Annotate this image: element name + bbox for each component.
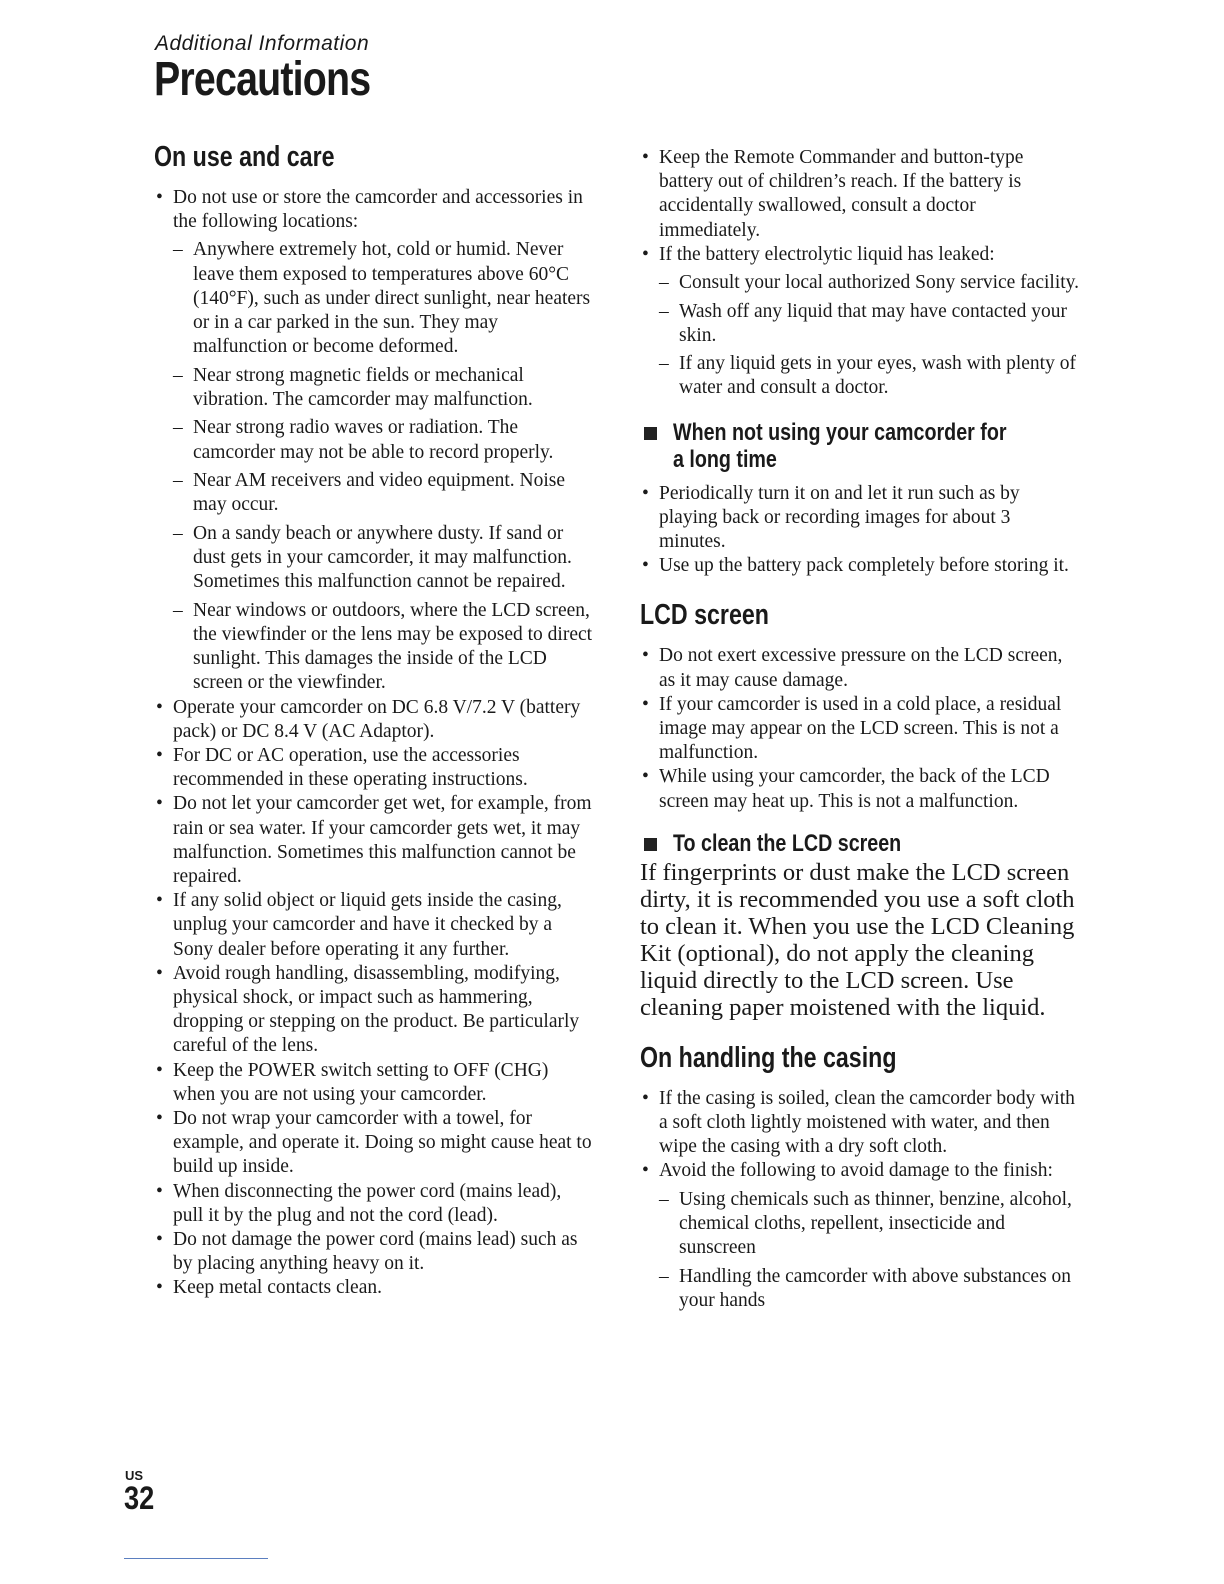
page-number: 32 — [124, 1480, 155, 1516]
location-sublist — [173, 238, 594, 695]
leak-sublist — [659, 271, 1080, 401]
sub-item: – Anywhere extremely hot, cold or humid. Never leave them exposed to temperatures above 60°C (140°F), such as under direct sunlight, near heaters or in a car parked in the sun. They may malfunction or become deformed. — [173, 238, 594, 359]
list-item: • Avoid rough handling, disassembling, modifying, physical shock, or impact such as hammering, dropping or stepping on the product. Be particularly careful of the lens. — [154, 962, 594, 1059]
heading-use-and-care: On use and care — [154, 141, 335, 173]
list-item: • Keep metal contacts clean. — [154, 1276, 594, 1300]
sub-item: – Consult your local authorized Sony service facility. — [659, 271, 1080, 295]
sub-item: – Near AM receivers and video equipment. Noise may occur. — [173, 469, 594, 517]
list-item: • Keep the Remote Commander and button-type battery out of children’s reach. If the battery is accidentally swallowed, consult a doctor immediately. — [640, 146, 1080, 243]
list-item: • Do not wrap your camcorder with a towel, for example, and operate it. Doing so might cause heat to build up inside. — [154, 1107, 594, 1180]
section-label: Additional Information — [155, 32, 370, 55]
right-column — [640, 146, 1080, 1313]
list-item-text: Avoid the following to avoid damage to the finish: — [659, 1160, 1053, 1182]
list-item: • If your camcorder is used in a cold place, a residual image may appear on the LCD screen. This is not a malfunction. — [640, 693, 1080, 766]
list-item — [154, 186, 594, 696]
not-using-list — [640, 482, 1080, 579]
heading-handling-casing: On handling the casing — [640, 1041, 897, 1074]
list-item — [640, 243, 1080, 401]
sub-item: – On a sandy beach or anywhere dusty. If sand or dust gets in your camcorder, it may malfunction. Sometimes this malfunction cannot be repaired. — [173, 522, 594, 595]
list-item — [640, 1159, 1080, 1313]
list-item: • If any solid object or liquid gets inside the casing, unplug your camcorder and have it checked by a Sony dealer before operating it any further. — [154, 889, 594, 962]
list-item: • While using your camcorder, the back of the LCD screen may heat up. This is not a malfunction. — [640, 765, 1080, 813]
sub-item: – Near windows or outdoors, where the LCD screen, the viewfinder or the lens may be exposed to direct sunlight. This damages the inside of the LCD screen or the viewfinder. — [173, 599, 594, 696]
heading-text: When not using your camcorder for a long time — [673, 418, 1007, 473]
sub-item: – If any liquid gets in your eyes, wash with plenty of water and consult a doctor. — [659, 352, 1080, 400]
list-item-text: If the battery electrolytic liquid has leaked: — [659, 243, 995, 265]
heading-lcd-screen: LCD screen — [640, 599, 769, 632]
use-care-list — [154, 186, 594, 1301]
list-item: • Use up the battery pack completely before storing it. — [640, 554, 1080, 578]
casing-list — [640, 1087, 1080, 1313]
list-item: • If the casing is soiled, clean the camcorder body with a soft cloth lightly moistened with water, and then wipe the casing with a dry soft cloth. — [640, 1087, 1080, 1160]
left-column — [154, 140, 594, 1301]
list-item: • Periodically turn it on and let it run such as by playing back or recording images for about 3 minutes. — [640, 482, 1080, 555]
list-item: • When disconnecting the power cord (mains lead), pull it by the plug and not the cord (lead). — [154, 1180, 594, 1228]
list-item: • Do not exert excessive pressure on the LCD screen, as it may cause damage. — [640, 644, 1080, 692]
sub-item: – Near strong magnetic fields or mechanical vibration. The camcorder may malfunction. — [173, 364, 594, 412]
sub-item: – Using chemicals such as thinner, benzine, alcohol, chemical cloths, repellent, insecticide and sunscreen — [659, 1188, 1080, 1261]
list-item: • Do not let your camcorder get wet, for example, from rain or sea water. If your camcorder gets wet, it may malfunction. Sometimes this malfunction cannot be repaired. — [154, 792, 594, 889]
page-title: Precautions — [154, 53, 371, 106]
list-item: • Keep the POWER switch setting to OFF (CHG) when you are not using your camcorder. — [154, 1059, 594, 1107]
footer-rule — [124, 1558, 268, 1559]
finish-sublist — [659, 1188, 1080, 1313]
sub-item: – Near strong radio waves or radiation. The camcorder may not be able to record properly. — [173, 416, 594, 464]
region-code: US — [125, 1468, 144, 1483]
square-bullet-icon — [644, 427, 657, 440]
list-item: • Do not damage the power cord (mains lead) such as by placing anything heavy on it. — [154, 1228, 594, 1276]
list-item: • Operate your camcorder on DC 6.8 V/7.2 V (battery pack) or DC 8.4 V (AC Adaptor). — [154, 696, 594, 744]
heading-text: To clean the LCD screen — [673, 829, 902, 857]
list-item: • For DC or AC operation, use the accessories recommended in these operating instructions. — [154, 744, 594, 792]
battery-list — [640, 146, 1080, 401]
sub-item: – Wash off any liquid that may have contacted your skin. — [659, 300, 1080, 348]
square-bullet-icon — [644, 838, 657, 851]
clean-lcd-paragraph: If fingerprints or dust make the LCD screen dirty, it is recommended you use a soft cloth to clean it. When you use the LCD Cleaning Kit (optional), do not apply the cleaning liquid directly to the LCD screen. Use cleaning paper moistened with the liquid. — [640, 858, 1075, 1021]
lcd-list — [640, 644, 1080, 813]
list-item-text: Do not use or store the camcorder and accessories in the following locations: — [173, 187, 583, 233]
heading-not-using — [640, 419, 1080, 473]
sub-item: – Handling the camcorder with above substances on your hands — [659, 1265, 1080, 1313]
heading-clean-lcd — [640, 830, 1080, 857]
